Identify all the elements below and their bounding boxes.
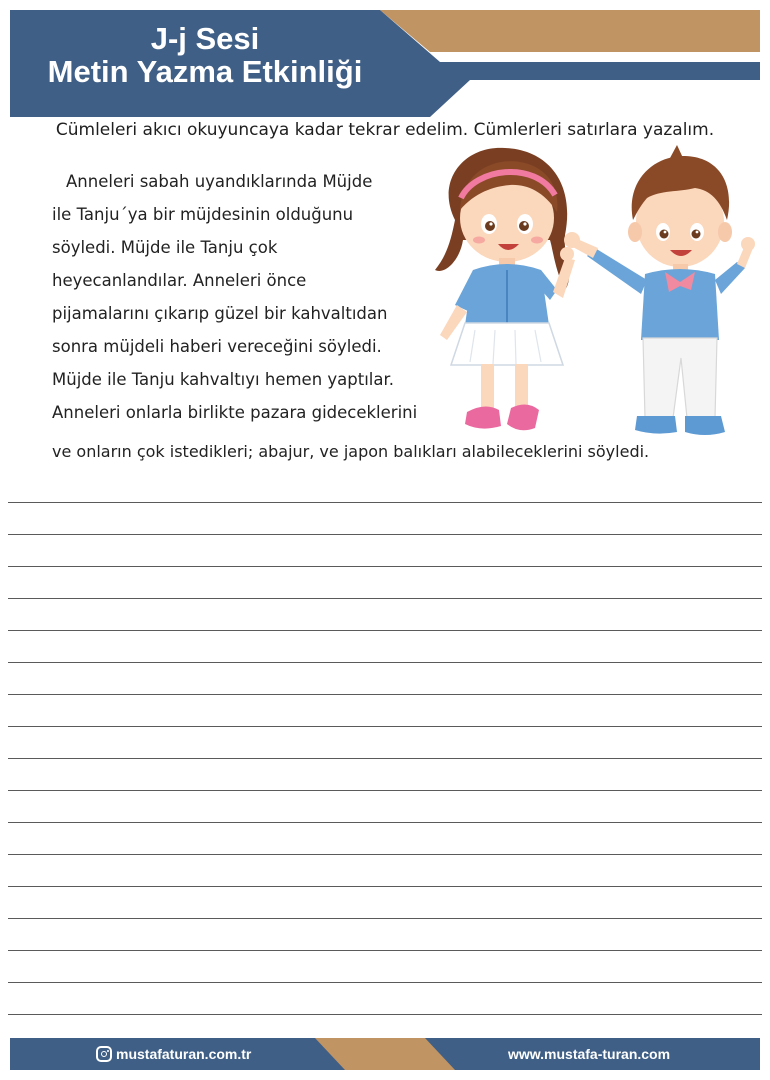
writing-line bbox=[8, 822, 762, 823]
passage-line: sonra müjdeli haberi vereceğini söyledi. bbox=[52, 337, 382, 356]
writing-line bbox=[8, 726, 762, 727]
passage-line: Anneleri sabah uyandıklarında Müjde bbox=[66, 172, 373, 191]
writing-line bbox=[8, 886, 762, 887]
writing-line bbox=[8, 502, 762, 503]
passage-line: ve onların çok istedikleri; abajur, ve japon balıkları alabileceklerini söyledi. bbox=[52, 442, 650, 461]
writing-line bbox=[8, 566, 762, 567]
writing-line bbox=[8, 1014, 762, 1015]
instagram-handle-text: mustafaturan.com.tr bbox=[116, 1046, 252, 1062]
writing-line bbox=[8, 694, 762, 695]
instagram-handle[interactable] bbox=[96, 1046, 251, 1062]
instruction-text: Cümleleri akıcı okuyuncaya kadar tekrar edelim. Cümlerleri satırlara yazalım. bbox=[55, 120, 715, 140]
writing-line bbox=[8, 918, 762, 919]
writing-line bbox=[8, 598, 762, 599]
writing-line bbox=[8, 630, 762, 631]
passage-line: Anneleri onlarla birlikte pazara gideceklerini bbox=[52, 403, 418, 422]
writing-line bbox=[8, 758, 762, 759]
passage-line: Müjde ile Tanju kahvaltıyı hemen yaptılar. bbox=[52, 370, 395, 389]
instagram-icon bbox=[96, 1046, 112, 1062]
writing-lines bbox=[8, 0, 762, 1080]
passage-line: ile Tanju´ya bir müjdesinin olduğunu bbox=[52, 205, 354, 224]
writing-line bbox=[8, 982, 762, 983]
writing-line bbox=[8, 790, 762, 791]
passage-line: söyledi. Müjde ile Tanju çok bbox=[52, 238, 278, 257]
website-link[interactable]: www.mustafa-turan.com bbox=[508, 1046, 671, 1062]
writing-line bbox=[8, 950, 762, 951]
title-line-2: Metin Yazma Etkinliği bbox=[47, 54, 363, 89]
writing-line bbox=[8, 662, 762, 663]
title-line-1: J-j Sesi bbox=[150, 21, 260, 56]
writing-line bbox=[8, 854, 762, 855]
writing-line bbox=[8, 534, 762, 535]
passage-line: pijamalarını çıkarıp güzel bir kahvaltıdan bbox=[52, 304, 388, 323]
passage-line: heyecanlandılar. Anneleri önce bbox=[52, 271, 307, 290]
footer-bar bbox=[0, 1035, 770, 1075]
